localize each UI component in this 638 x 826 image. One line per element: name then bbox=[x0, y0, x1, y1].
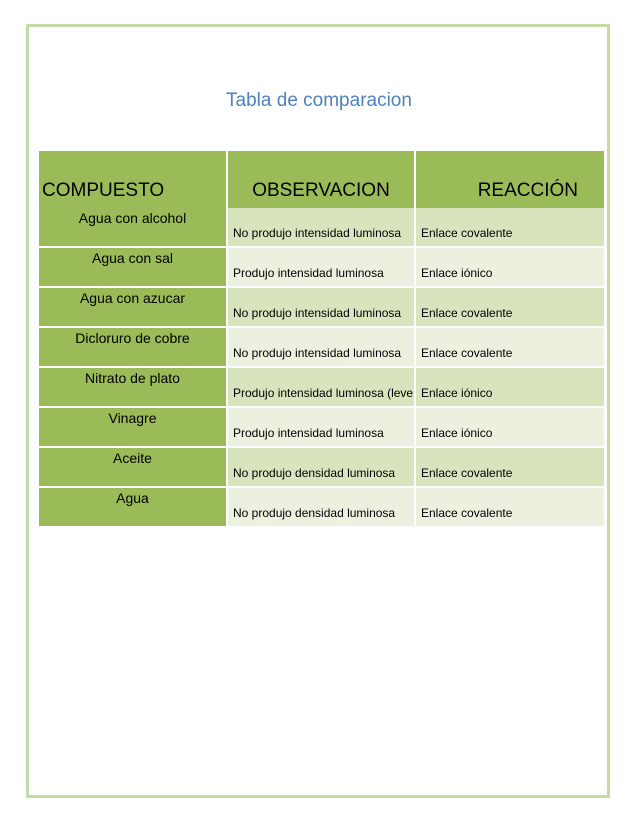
compuesto-cell: Dicloruro de cobre bbox=[39, 327, 227, 367]
observacion-cell: No produjo densidad luminosa bbox=[227, 487, 415, 527]
compuesto-cell: Nitrato de plato bbox=[39, 367, 227, 407]
reaccion-cell: Enlace iónico bbox=[415, 247, 604, 287]
reaccion-cell: Enlace iónico bbox=[415, 407, 604, 447]
table-row bbox=[39, 327, 604, 367]
compuesto-cell: Agua con alcohol bbox=[39, 208, 227, 247]
compuesto-cell: Agua con sal bbox=[39, 247, 227, 287]
compuesto-cell: Agua bbox=[39, 487, 227, 527]
observacion-cell: Produjo intensidad luminosa (leve bbox=[227, 367, 415, 407]
reaccion-cell: Enlace iónico bbox=[415, 367, 604, 407]
table-row bbox=[39, 487, 604, 527]
comparison-table bbox=[39, 151, 604, 528]
document-title: Tabla de comparacion bbox=[226, 90, 412, 111]
reaccion-cell: Enlace covalente bbox=[415, 327, 604, 367]
reaccion-cell: Enlace covalente bbox=[415, 208, 604, 247]
observacion-cell: No produjo intensidad luminosa bbox=[227, 287, 415, 327]
reaccion-cell: Enlace covalente bbox=[415, 447, 604, 487]
observacion-cell: No produjo densidad luminosa bbox=[227, 447, 415, 487]
table-row bbox=[39, 447, 604, 487]
observacion-cell: Produjo intensidad luminosa bbox=[227, 247, 415, 287]
table-row bbox=[39, 407, 604, 447]
compuesto-cell: Aceite bbox=[39, 447, 227, 487]
observacion-cell: No produjo intensidad luminosa bbox=[227, 327, 415, 367]
table-row bbox=[39, 287, 604, 327]
header-observacion: OBSERVACION bbox=[227, 151, 415, 208]
header-compuesto: COMPUESTO bbox=[39, 151, 227, 208]
compuesto-cell: Agua con azucar bbox=[39, 287, 227, 327]
header-reaccion: REACCIÓN bbox=[415, 151, 604, 208]
observacion-cell: No produjo intensidad luminosa bbox=[227, 208, 415, 247]
table-row bbox=[39, 208, 604, 247]
table-row bbox=[39, 367, 604, 407]
table-row bbox=[39, 247, 604, 287]
observacion-cell: Produjo intensidad luminosa bbox=[227, 407, 415, 447]
table-header-row bbox=[39, 151, 604, 208]
reaccion-cell: Enlace covalente bbox=[415, 487, 604, 527]
reaccion-cell: Enlace covalente bbox=[415, 287, 604, 327]
compuesto-cell: Vinagre bbox=[39, 407, 227, 447]
